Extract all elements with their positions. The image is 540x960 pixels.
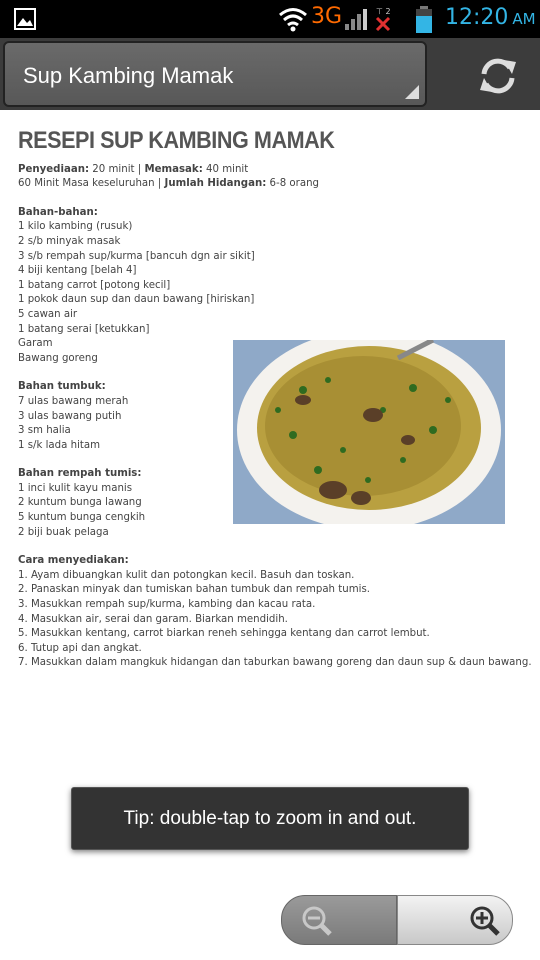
zoom-in-icon (466, 904, 506, 938)
list-item: Garam (18, 338, 53, 350)
list-item: 5 kuntum bunga cengkih (18, 512, 146, 524)
list-item: 3 sm halia (18, 425, 71, 437)
network-type: 3G (311, 4, 343, 29)
recipe-title: RESEPI SUP KAMBING MAMAK (18, 127, 335, 154)
list-item: Bawang goreng (18, 352, 98, 364)
list-item: 2 kuntum bunga lawang (18, 497, 142, 509)
status-bar (0, 0, 540, 38)
battery-icon (415, 6, 433, 34)
prep-label: Penyediaan: (18, 163, 90, 175)
list-item: 1 kilo kambing (rusuk) (18, 221, 133, 233)
soup-photo (233, 340, 505, 524)
list-item: 4. Masukkan air, serai dan garam. Biarkan mendidih. (18, 613, 288, 625)
prep-value: 20 minit | (89, 163, 145, 175)
recipe-meta-line-1 (18, 163, 538, 178)
cook-label: Memasak: (144, 163, 203, 175)
toast-tip (71, 787, 469, 850)
app-bar (0, 38, 540, 110)
toast-text: Tip: double-tap to zoom in and out. (123, 808, 417, 829)
zoom-out-button[interactable] (281, 895, 397, 945)
recipe-spinner[interactable] (3, 41, 427, 107)
list-item: 2 s/b minyak masak (18, 235, 121, 247)
list-item: 1. Ayam dibuangkan kulit dan potongkan kecil. Basuh dan toskan. (18, 569, 355, 581)
list-item: 7 ulas bawang merah (18, 395, 129, 407)
ingredients-heading: Bahan-bahan: (18, 206, 98, 218)
app-title: Sup Kambing Mamak (23, 63, 234, 88)
list-item: 1 pokok daun sup dan daun bawang [hiriskan] (18, 294, 255, 306)
list-item: 7. Masukkan dalam mangkuk hidangan dan taburkan bawang goreng dan daun sup & daun bawang. (18, 657, 532, 669)
gallery-icon (14, 8, 36, 30)
refresh-icon[interactable] (476, 54, 520, 98)
pound-heading: Bahan tumbuk: (18, 381, 106, 393)
list-item: 1 s/k lada hitam (18, 439, 101, 451)
spinner-corner-icon (405, 85, 419, 99)
spice-heading: Bahan rempah tumis: (18, 468, 142, 480)
total-time: 60 Minit Masa keseluruhan | (18, 178, 165, 190)
zoom-in-button[interactable] (397, 895, 513, 945)
list-item: 4 biji kentang [belah 4] (18, 265, 137, 277)
wifi-icon (278, 6, 308, 32)
clock (445, 5, 536, 30)
servings-value: 6-8 orang (266, 178, 320, 190)
clock-time: 12:20 (445, 5, 509, 30)
method-list (18, 569, 538, 671)
svg-text:⊤ 2: ⊤ 2 (376, 7, 391, 16)
method-heading: Cara menyediakan: (18, 555, 129, 567)
list-item: 5 cawan air (18, 308, 78, 320)
no-signal-icon (372, 5, 396, 33)
zoom-out-icon (298, 904, 338, 938)
list-item: 3. Masukkan rempah sup/kurma, kambing dan kacau rata. (18, 599, 316, 611)
servings-label: Jumlah Hidangan: (164, 178, 267, 190)
list-item: 1 batang serai [ketukkan] (18, 323, 150, 335)
recipe-meta-line-2 (18, 177, 538, 192)
list-item: 3 ulas bawang putih (18, 410, 122, 422)
list-item: 1 batang carrot [potong kecil] (18, 279, 171, 291)
list-item: 6. Tutup api dan angkat. (18, 642, 142, 654)
clock-ampm: AM (512, 10, 536, 28)
list-item: 2 biji buak pelaga (18, 526, 109, 538)
list-item: 2. Panaskan minyak dan tumiskan bahan tumbuk dan rempah tumis. (18, 584, 371, 596)
list-item: 5. Masukkan kentang, carrot biarkan reneh sehingga kentang dan carrot lembut. (18, 628, 430, 640)
list-item: 1 inci kulit kayu manis (18, 482, 133, 494)
list-item: 3 s/b rempah sup/kurma [bancuh dgn air sikit] (18, 250, 255, 262)
cook-value: 40 minit (202, 163, 249, 175)
signal-icon (343, 6, 369, 32)
zoom-controls (281, 895, 513, 943)
